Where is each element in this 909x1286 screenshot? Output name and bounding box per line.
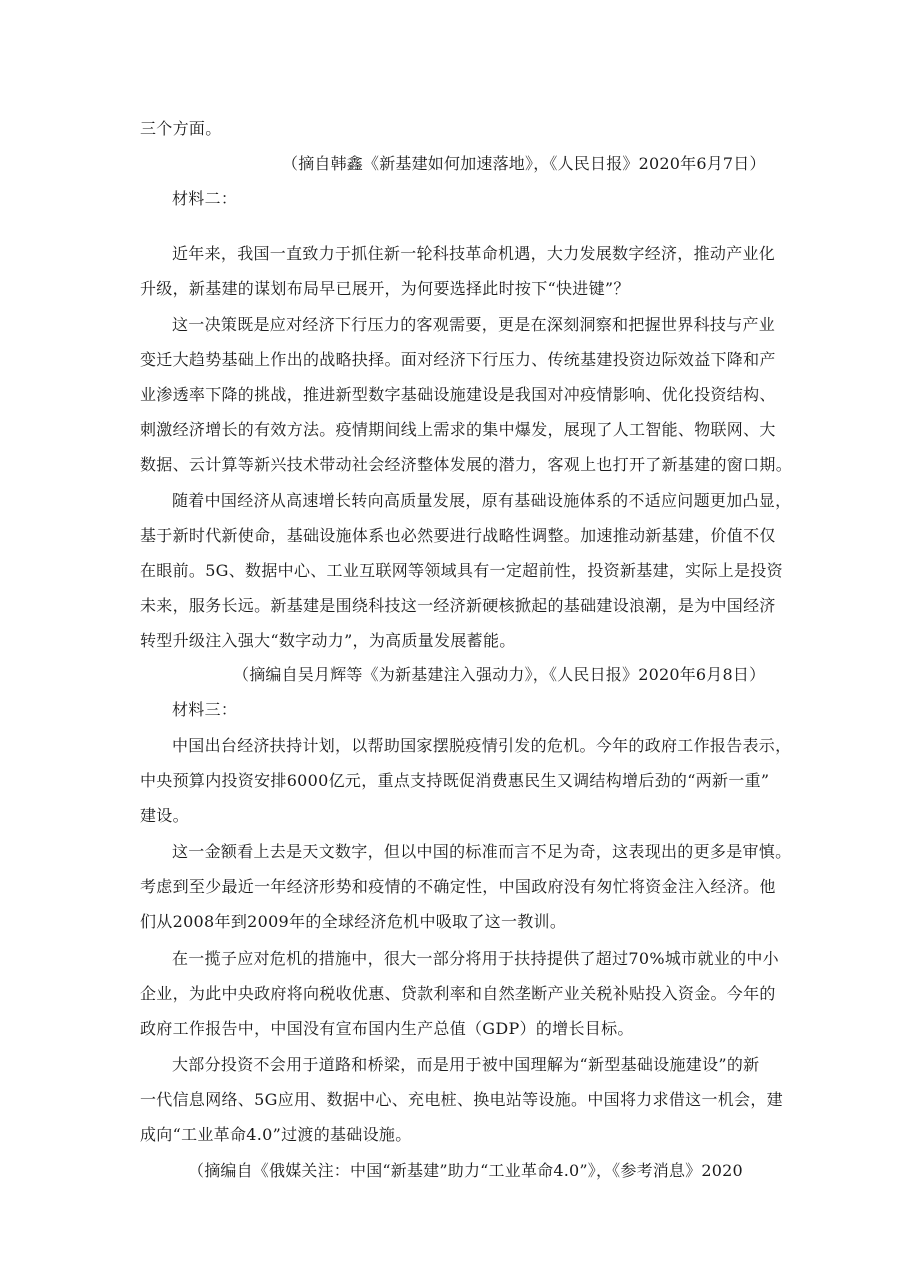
paragraph-line: 们从2008年到2009年的全球经济危机中吸取了这一教训。	[140, 912, 567, 931]
paragraph-line: 大部分投资不会用于道路和桥梁，而是用于被中国理解为“新型基础设施建设”的新	[172, 1055, 760, 1074]
paragraph-line: 转型升级注入强大“数字动力”，为高质量发展蓄能。	[140, 631, 516, 650]
paragraph-line: 近年来，我国一直致力于抓住新一轮科技革命机遇，大力发展数字经济，推动产业化	[172, 244, 776, 263]
paragraph-line: 考虑到至少最近一年经济形势和疫情的不确定性，中国政府没有匆忙将资金注入经济。他	[140, 877, 776, 896]
paragraph-line: 随着中国经济从高速增长转向高质量发展，原有基础设施体系的不适应问题更加凸显，	[172, 491, 792, 510]
paragraph-line: 建设。	[140, 806, 189, 825]
source-citation: （摘自韩鑫《新基建如何加速落地》，《人民日报》2020年6月7日）	[282, 154, 766, 173]
paragraph-line: 在一揽子应对危机的措施中，很大一部分将用于扶持提供了超过70%城市就业的中小	[172, 949, 779, 968]
paragraph-line: 一代信息网络、5G应用、数据中心、充电桩、换电站等设施。中国将力求借这一机会，建	[140, 1090, 783, 1109]
paragraph-line: 刺激经济增长的有效方法。疫情期间线上需求的集中爆发，展现了人工智能、物联网、大	[140, 420, 776, 439]
section-heading: 材料二：	[172, 189, 238, 208]
paragraph-line: 业渗透率下降的挑战，推进新型数字基础设施建设是我国对冲疫情影响、优化投资结构、	[140, 385, 776, 404]
paragraph-line: 未来，服务长远。新基建是围绕科技这一经济新硬核掀起的基础建设浪潮，是为中国经济	[140, 596, 776, 615]
paragraph-line: 基于新时代新使命，基础设施体系也必然要进行战略性调整。加速推动新基建，价值不仅	[140, 526, 776, 545]
paragraph-line: 在眼前。5G、数据中心、工业互联网等领域具有一定超前性，投资新基建，实际上是投资	[140, 561, 783, 580]
paragraph-line: 这一金额看上去是天文数字，但以中国的标准而言不足为奇，这表现出的更多是审慎。	[172, 842, 792, 861]
paragraph-line: 中国出台经济扶持计划，以帮助国家摆脱疫情引发的危机。今年的政府工作报告表示，	[172, 736, 792, 755]
paragraph-line: 中央预算内投资安排6000亿元，重点支持既促消费惠民生又调结构增后劲的“两新一重”	[140, 771, 770, 790]
source-citation: （摘编自《俄媒关注：中国“新基建”助力“工业革命4.0”》，《参考消息》2020	[188, 1161, 743, 1180]
paragraph-line: 升级，新基建的谋划布局早已展开，为何要选择此时按下“快进键”？	[140, 279, 630, 298]
section-heading: 材料三：	[172, 700, 238, 719]
paragraph-line: 成向“工业革命4.0”过渡的基础设施。	[140, 1125, 412, 1144]
source-citation: （摘编自吴月辉等《为新基建注入强动力》，《人民日报》2020年6月8日）	[233, 665, 766, 684]
paragraph-line: 企业，为此中央政府将向税收优惠、贷款利率和自然垄断产业关税补贴投入资金。今年的	[140, 984, 776, 1003]
paragraph-line: 政府工作报告中，中国没有宣布国内生产总值（GDP）的增长目标。	[140, 1019, 634, 1038]
paragraph-line: 数据、云计算等新兴技术带动社会经济整体发展的潜力，客观上也打开了新基建的窗口期。	[140, 455, 793, 474]
paragraph-line: 变迁大趋势基础上作出的战略抉择。面对经济下行压力、传统基建投资边际效益下降和产	[140, 350, 776, 369]
paragraph-line: 这一决策既是应对经济下行压力的客观需要，更是在深刻洞察和把握世界科技与产业	[172, 315, 776, 334]
paragraph-line: 三个方面。	[140, 119, 222, 138]
